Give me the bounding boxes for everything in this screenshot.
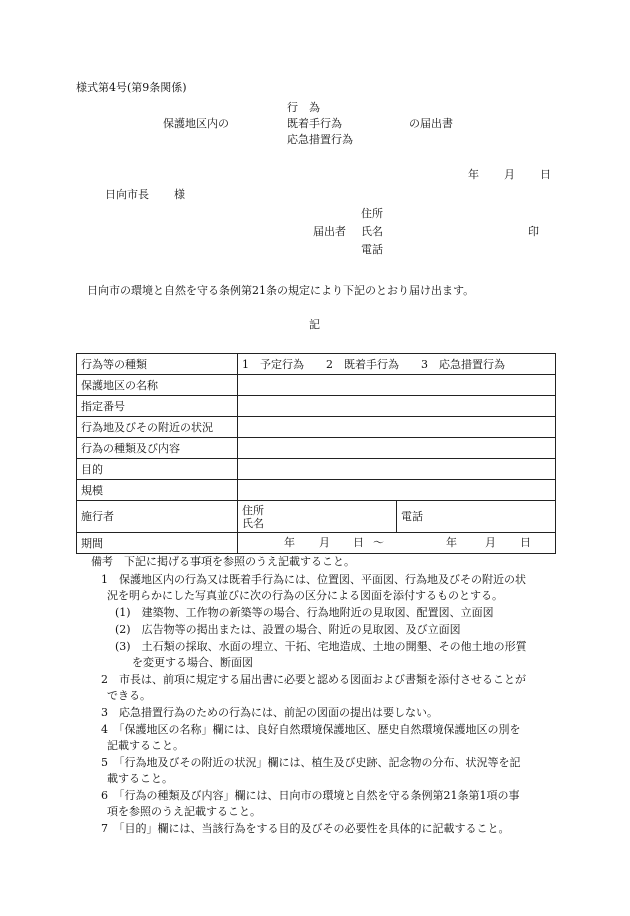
note-5-line-2: 載すること。 bbox=[107, 772, 173, 785]
note-1-sub-1: (1) 建築物、工作物の新築等の場合、行為地附近の見取図、配置図、立面図 bbox=[115, 606, 494, 619]
note-2-line-1: 2 市長は、前項に規定する届出書に必要と認める図面および書類を添付させることが bbox=[101, 673, 526, 686]
seal-mark: 印 bbox=[528, 225, 539, 238]
note-2-line-2: できる。 bbox=[107, 689, 151, 702]
title-option-act: 行 為 bbox=[287, 101, 320, 114]
note-1-sub-3-line-1: (3) 土石類の採取、水面の埋立、干拓、宅地造成、土地の開墾、その他土地の形質 bbox=[115, 640, 527, 653]
date-year: 年 bbox=[468, 168, 479, 181]
empty-cell bbox=[238, 480, 556, 501]
table-row bbox=[77, 375, 556, 396]
note-1-sub-3-line-2: を変更する場合、断面図 bbox=[132, 656, 253, 669]
table-row bbox=[77, 396, 556, 417]
executor-phone-label: 電話 bbox=[397, 501, 556, 533]
addressee-honorific: 様 bbox=[174, 188, 185, 201]
executor-address-label: 住所 bbox=[242, 503, 264, 517]
note-6-line-2: 項を参照のうえ記載すること。 bbox=[107, 805, 261, 818]
notification-table bbox=[76, 353, 556, 554]
ki-mark: 記 bbox=[309, 318, 320, 331]
note-5-line-1: 5 「行為地及びその附近の状況」欄には、植生及び史跡、記念物の分布、状況等を記 bbox=[101, 756, 521, 769]
table-row bbox=[77, 480, 556, 501]
note-3: 3 応急措置行為のための行為には、前記の図面の提出は要しない。 bbox=[101, 706, 438, 719]
note-1-sub-2: (2) 広告物等の掲出または、設置の場合、附近の見取図、及び立面図 bbox=[115, 623, 461, 636]
table-row bbox=[77, 354, 556, 375]
table-row bbox=[77, 533, 556, 554]
note-1-line-1: 1 保護地区内の行為又は既着手行為には、位置図、平面図、行為地及びその附近の状 bbox=[101, 573, 526, 586]
row-label: 指定番号 bbox=[77, 396, 238, 417]
notes-heading: 備考 下記に掲げる事項を参照のうえ記載すること。 bbox=[91, 555, 355, 568]
note-4-line-2: 記載すること。 bbox=[107, 739, 184, 752]
row-label: 目的 bbox=[77, 459, 238, 480]
notifier-address-label: 住所 bbox=[361, 207, 383, 220]
period-year-start: 年 bbox=[284, 536, 295, 549]
empty-cell bbox=[238, 417, 556, 438]
act-type-options: 1 予定行為 2 既着手行為 3 応急措置行為 bbox=[238, 354, 556, 375]
form-number: 様式第4号(第9条関係) bbox=[76, 81, 187, 94]
row-label: 行為の種類及び内容 bbox=[77, 438, 238, 459]
executor-address-name-cell bbox=[238, 501, 397, 533]
note-1-line-2: 況を明らかにした写真並びに次の行為の区分による図面を添付するものとする。 bbox=[107, 589, 503, 602]
period-day-start: 日 bbox=[353, 536, 364, 549]
period-month-end: 月 bbox=[485, 536, 496, 549]
date-month: 月 bbox=[504, 168, 515, 181]
title-option-emergency: 応急措置行為 bbox=[287, 133, 353, 146]
notifier-phone-label: 電話 bbox=[361, 243, 383, 256]
table-row bbox=[77, 417, 556, 438]
row-label: 施行者 bbox=[77, 501, 238, 533]
empty-cell bbox=[238, 438, 556, 459]
executor-name-label: 氏名 bbox=[242, 516, 264, 530]
period-tilde: ～ bbox=[373, 536, 384, 549]
row-label: 規模 bbox=[77, 480, 238, 501]
period-month-start: 月 bbox=[319, 536, 330, 549]
period-year-end: 年 bbox=[446, 536, 457, 549]
body-text: 日向市の環境と自然を守る条例第21条の規定により下記のとおり届け出ます。 bbox=[87, 284, 475, 297]
notifier-label: 届出者 bbox=[313, 225, 346, 238]
table-row bbox=[77, 501, 556, 533]
row-label: 行為等の種類 bbox=[77, 354, 238, 375]
notifier-name-label: 氏名 bbox=[361, 225, 383, 238]
note-6-line-1: 6 「行為の種類及び内容」欄には、日向市の環境と自然を守る条例第21条第1項の事 bbox=[101, 789, 520, 802]
empty-cell bbox=[238, 375, 556, 396]
title-option-started: 既着手行為 bbox=[287, 117, 342, 130]
note-4-line-1: 4 「保護地区の名称」欄には、良好自然環境保護地区、歴史自然環境保護地区の別を bbox=[101, 723, 521, 736]
addressee-name: 日向市長 bbox=[105, 188, 149, 201]
table-row bbox=[77, 438, 556, 459]
note-7: 7 「目的」欄には、当該行為をする目的及びその必要性を具体的に記載すること。 bbox=[101, 822, 510, 835]
row-label: 行為地及びその附近の状況 bbox=[77, 417, 238, 438]
empty-cell bbox=[238, 396, 556, 417]
title-prefix: 保護地区内の bbox=[163, 117, 229, 130]
empty-cell bbox=[238, 459, 556, 480]
table-row bbox=[77, 459, 556, 480]
period-cell bbox=[238, 533, 556, 554]
row-label: 保護地区の名称 bbox=[77, 375, 238, 396]
period-day-end: 日 bbox=[520, 536, 531, 549]
title-suffix: の届出書 bbox=[409, 117, 453, 130]
row-label: 期間 bbox=[77, 533, 238, 554]
date-day: 日 bbox=[540, 168, 551, 181]
